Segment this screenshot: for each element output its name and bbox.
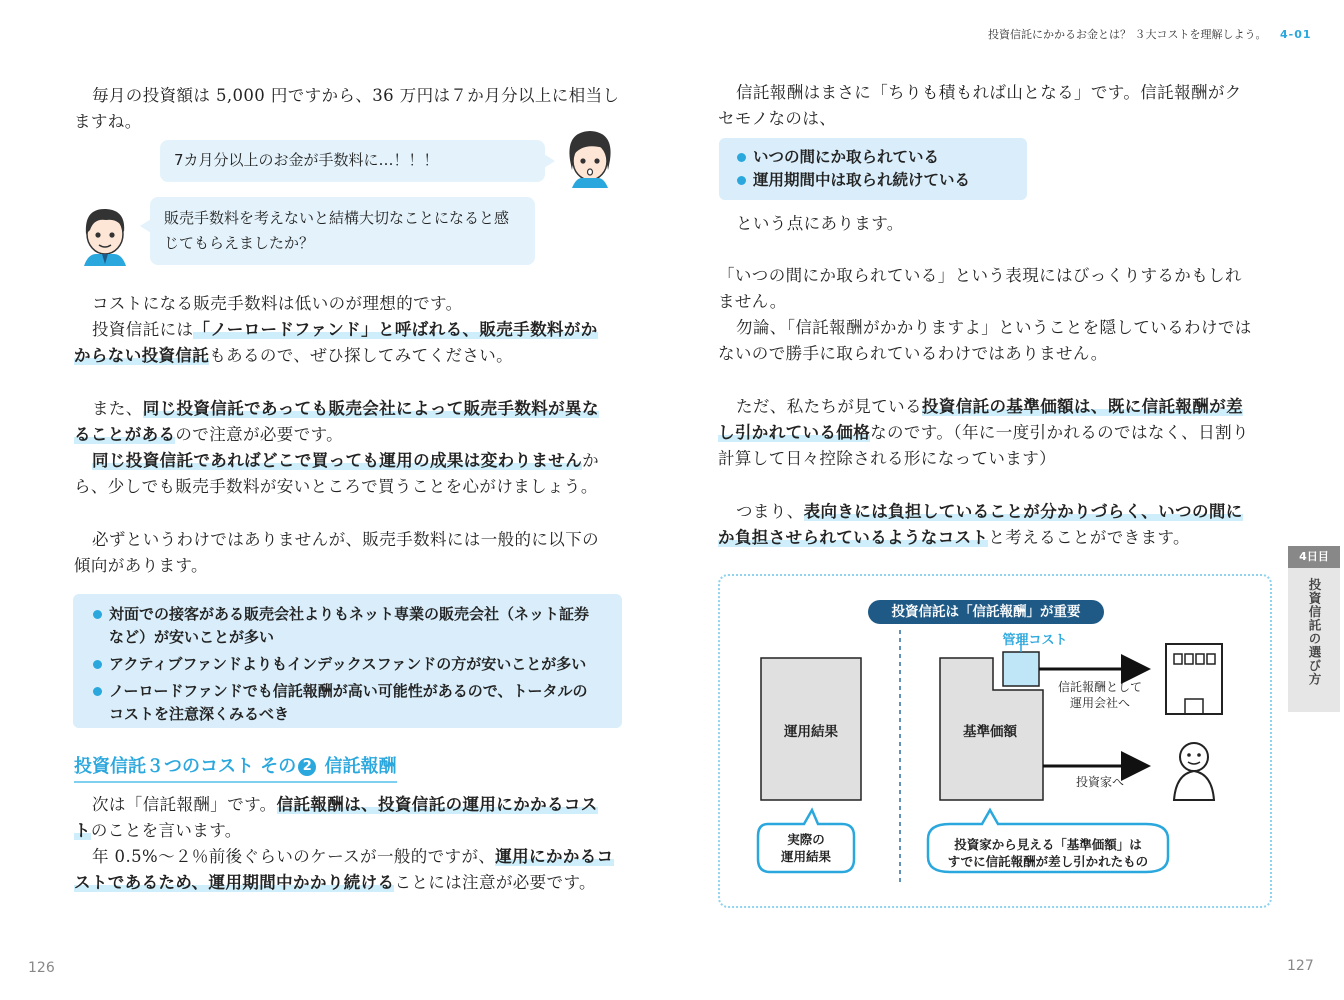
point-item: 運用期間中は取られ続けている <box>735 169 970 192</box>
woman-avatar-icon <box>562 126 618 188</box>
chapter-title-label: 投資信託の選び方 <box>1307 578 1322 686</box>
left-para-2: コストになる販売手数料は低いのが理想的です。 投資信託には「ノーロードファンド」と呼ばれる、販売手数料がか からない投資信託もあるので、ぜひ探してみてください。 <box>74 294 598 365</box>
right-para-3: 「いつの間にか取られている」という表現にはびっくりするかもしれ ません。 勿論、「信託報酬がかかりますよ」ということを隠しているわけでは ないので勝手に取られているわけではありません。 <box>718 266 1252 363</box>
section-heading: 投資信託３つのコスト その 2 信託報酬 <box>74 752 397 783</box>
right-para-4: ただ、私たちが見ている投資信託の基準価額は、既に信託報酬が差 し引かれている価格なのです。（年に一度引かれるのではなく、日割り 計算して日々控除される形になっています） <box>718 397 1249 468</box>
base-price-bubble: 投資家から見える「基準価額」は すでに信託報酬が差し引かれたもの <box>947 837 1149 869</box>
left-para-3: また、同じ投資信託であっても販売会社によって販売手数料が異な ることがあるので注意が必要です。 同じ投資信託であればどこで買っても運用の成果は変わりませんか ら、少しでも販売手数料が安いところで買うことを心がけましょう。 <box>74 399 600 496</box>
tip-item: 対面での接客がある販売会社よりもネット専業の販売会社（ネット証券 など）が安いことが多い <box>91 603 589 649</box>
page-number-right: 127 <box>1287 958 1314 974</box>
man-avatar-icon <box>76 200 134 266</box>
man-speech-bubble: 販売手数料を考えないと結構大切なことになると感 じてもらえましたか？ <box>150 197 535 265</box>
chapter-day-label: 4日目 <box>1288 546 1340 568</box>
left-para-4: 必ずというわけではありませんが、販売手数料には一般的に以下の 傾向があります。 <box>74 530 599 575</box>
arrow-company-label: 信託報酬として 運用会社へ <box>1057 680 1142 710</box>
arrow-investor-label: 投資家へ <box>1075 775 1124 789</box>
woman-speech-bubble: 7カ月分以上のお金が手数料に…！！！ <box>160 140 545 182</box>
point-item: いつの間にか取られている <box>735 146 970 169</box>
right-para-5: つまり、表向きには負担していることが分かりづらく、いつの間に か負担させられているようなコストと考えることができます。 <box>718 502 1243 547</box>
figure-title: 投資信託は「信託報酬」が重要 <box>868 600 1104 624</box>
points-box <box>719 138 1027 200</box>
company-building-icon <box>1166 644 1222 714</box>
actual-result-bubble: 実際の 運用結果 <box>780 832 831 864</box>
running-header <box>988 26 1312 42</box>
running-title: 投資信託にかかるお金とは？ ３大コストを理解しよう。 <box>988 28 1267 41</box>
investor-person-icon <box>1174 743 1214 800</box>
operation-result-box-label: 運用結果 <box>784 724 838 740</box>
tips-box <box>73 594 622 728</box>
heading-number-badge: 2 <box>298 758 316 776</box>
right-para-2: という点にあります。 <box>736 214 904 233</box>
tip-item: アクティブファンドよりもインデックスファンドの方が安いことが多い <box>91 653 589 676</box>
page-number-left: 126 <box>28 960 55 976</box>
left-para-5: 次は「信託報酬」です。信託報酬は、投資信託の運用にかかるコス トのことを言います。 年 0.5%～２％前後ぐらいのケースが一般的ですが、運用にかかるコ ストであるため、運用期間中かかり続けることには注意が必要です。 <box>74 795 614 892</box>
management-cost-label: 管理コスト <box>1002 633 1068 648</box>
right-para-1: 信託報酬はまさに「ちりも積もれば山となる」です。信託報酬がク セモノなのは、 <box>718 83 1242 128</box>
base-price-box-label: 基準価額 <box>963 724 1017 740</box>
left-para-1: 毎月の投資額は 5,000 円ですから、36 万円は７か月分以上に相当し ますね。 <box>74 86 620 131</box>
tip-item: ノーロードファンドでも信託報酬が高い可能性があるので、トータルの コストを注意深くみるべき <box>91 680 589 726</box>
chapter-side-tab <box>1288 546 1340 712</box>
section-number: 4-01 <box>1280 28 1312 41</box>
